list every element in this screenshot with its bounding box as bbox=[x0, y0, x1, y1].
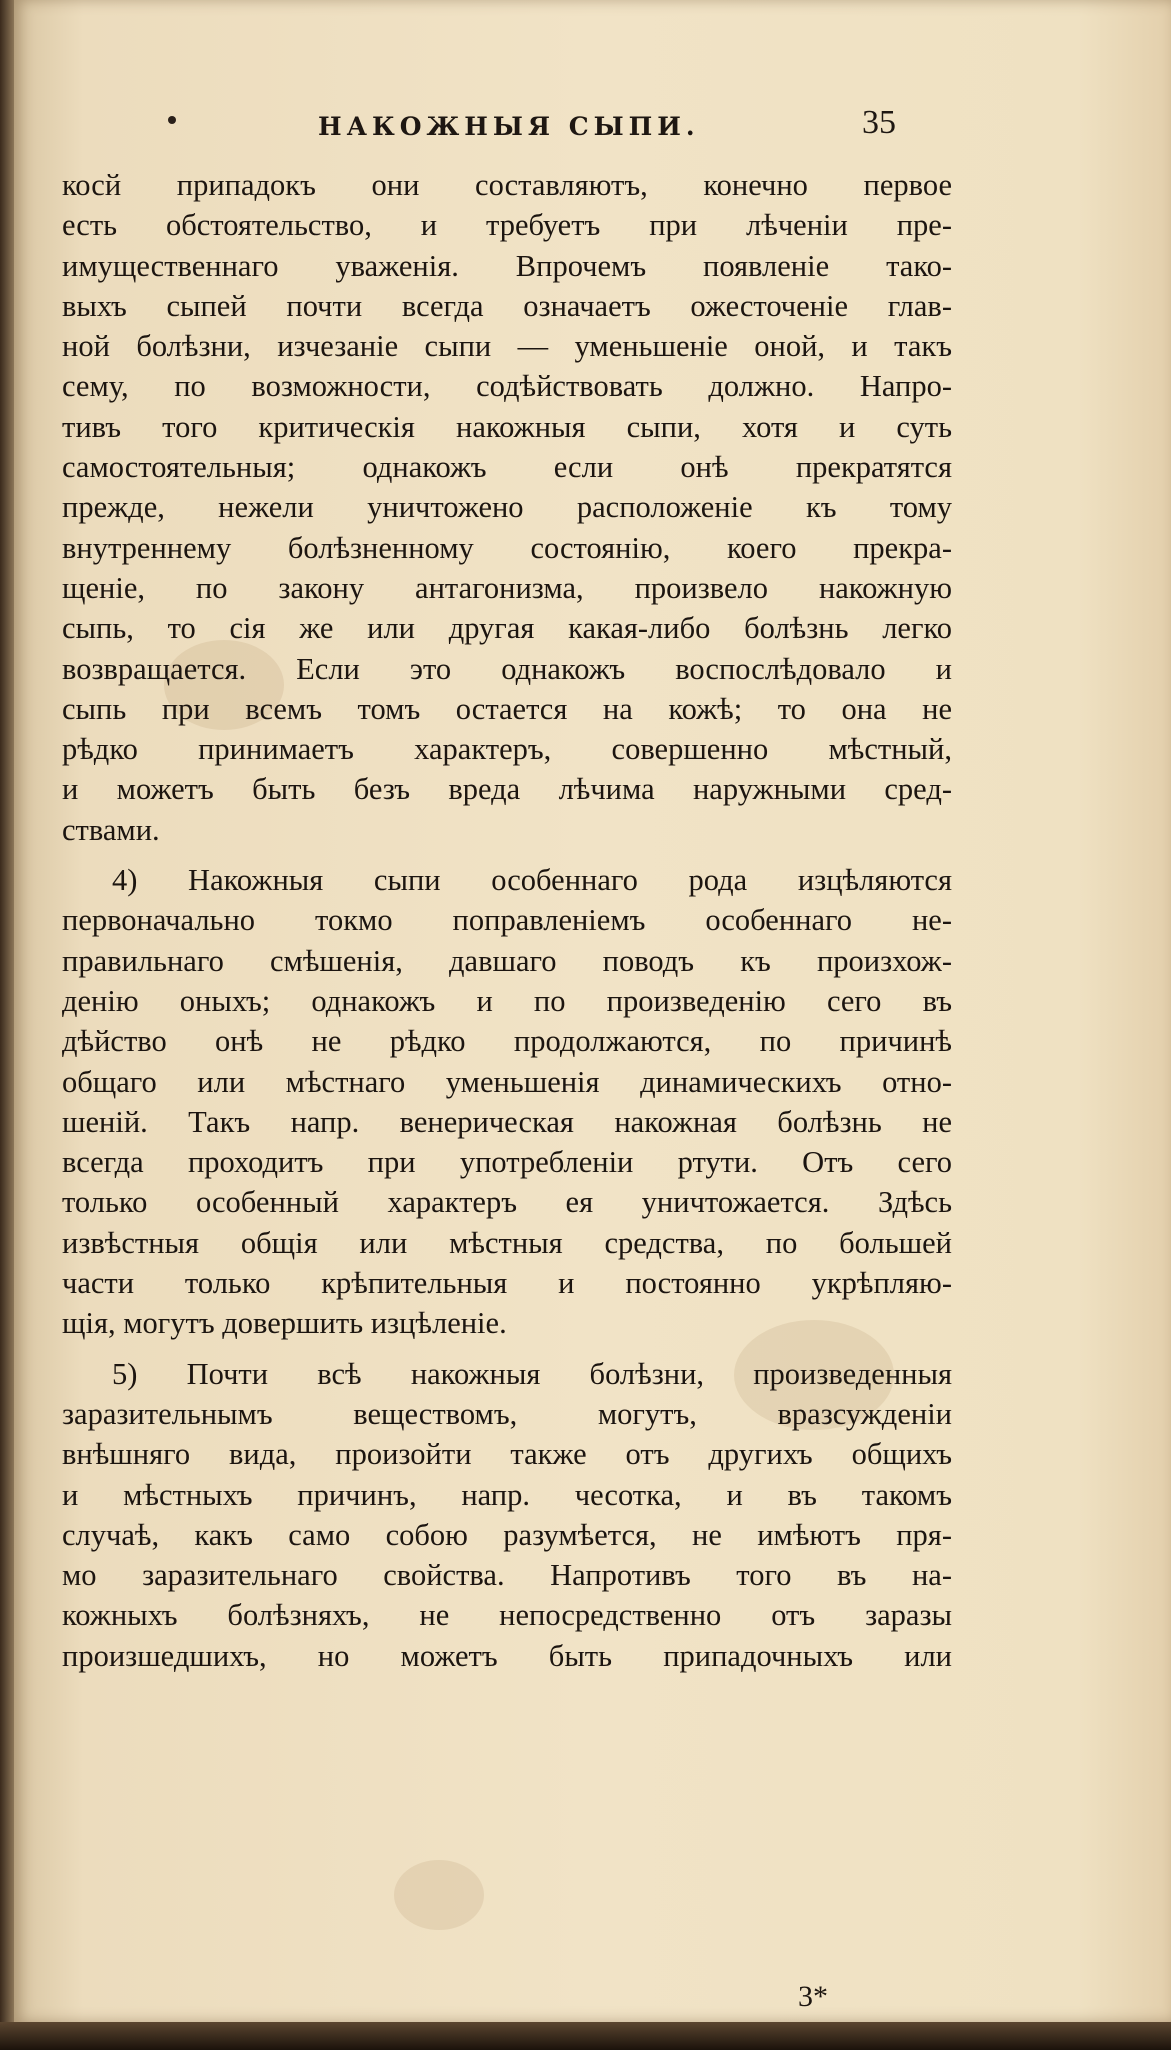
text-line: заразительнымъ веществомъ, могутъ, вразсужденіи bbox=[62, 1396, 952, 1431]
text-line: возвращается. Если это однакожъ воспослѣдовало и bbox=[62, 651, 952, 686]
text-line: части только крѣпительныя и постоянно укрѣпляю- bbox=[62, 1266, 952, 1301]
text-line: произшедшихъ, но можетъ быть припадочныхъ или bbox=[62, 1638, 952, 1673]
text-line: правильнаго смѣшенія, давшаго поводъ къ произхож- bbox=[62, 943, 952, 978]
text-line: и можетъ быть безъ вреда лѣчима наружными сред- bbox=[62, 772, 952, 807]
text-line: шеній. Такъ напр. венерическая накожная болѣзнь не bbox=[62, 1104, 952, 1139]
paragraph-start-4: 4) Накожныя сыпи особеннаго рода изцѣляются bbox=[112, 863, 952, 898]
text-line: сыпь при всемъ томъ остается на кожѣ; то она не bbox=[62, 691, 952, 726]
text-line: извѣстныя общія или мѣстныя средства, по большей bbox=[62, 1225, 952, 1260]
book-gutter bbox=[0, 0, 14, 2050]
page-number: 35 bbox=[862, 104, 896, 141]
text-line: щеніе, по закону антагонизма, произвело накожную bbox=[62, 570, 952, 605]
text-line: мо заразительнаго свойства. Напротивъ того въ на- bbox=[62, 1558, 952, 1593]
text-line: денію оныхъ; однакожъ и по произведенію сего въ bbox=[62, 983, 952, 1018]
text-line: общаго или мѣстнаго уменьшенія динамическихъ отно- bbox=[62, 1064, 952, 1099]
body-text bbox=[62, 165, 952, 1676]
text-line: рѣдко принимаетъ характеръ, совершенно мѣстный, bbox=[62, 732, 952, 767]
text-line: сыпь, то сія же или другая какая-либо болѣзнь легко bbox=[62, 611, 952, 646]
text-line: тивъ того критическія накожныя сыпи, хотя и суть bbox=[62, 409, 952, 444]
text-line: косй припадокъ они составляютъ, конечно первое bbox=[62, 168, 952, 202]
text-line: случаѣ, какъ само собою разумѣется, не имѣютъ пря- bbox=[62, 1517, 952, 1552]
text-line: первоначально токмо поправленіемъ особеннаго не- bbox=[62, 903, 952, 938]
text-line: есть обстоятельство, и требуетъ при лѣченіи пре- bbox=[62, 208, 952, 243]
text-line: и мѣстныхъ причинъ, напр. чесотка, и въ такомъ bbox=[62, 1477, 952, 1512]
text-line: кожныхъ болѣзняхъ, не непосредственно отъ заразы bbox=[62, 1598, 952, 1633]
running-title: НАКОЖНЫЯ СЫПИ. bbox=[318, 112, 700, 141]
ornament-dot bbox=[168, 116, 176, 124]
text-line: сему, по возможности, содѣйствовать должно. Напро- bbox=[62, 369, 952, 404]
text-line: имущественнаго уваженія. Впрочемъ появленіе тако- bbox=[62, 248, 952, 283]
text-line: прежде, нежели уничтожено расположеніе къ тому bbox=[62, 490, 952, 525]
text-line: внѣшняго вида, произойти также отъ другихъ общихъ bbox=[62, 1437, 952, 1472]
paragraph-start-5: 5) Почти всѣ накожныя болѣзни, произведенныя bbox=[112, 1356, 952, 1391]
text-line: самостоятельныя; однакожъ если онѣ прекратятся bbox=[62, 450, 952, 485]
text-line: всегда проходитъ при употребленіи ртути. Отъ сего bbox=[62, 1145, 952, 1180]
text-line: ствами. bbox=[62, 812, 160, 847]
text-line: дѣйство онѣ не рѣдко продолжаются, по причинѣ bbox=[62, 1024, 952, 1059]
text-line: щія, могутъ довершить изцѣленіе. bbox=[62, 1306, 507, 1341]
printer-signature: 3* bbox=[798, 1980, 828, 2013]
text-line: внутреннему болѣзненному состоянію, коего прекра- bbox=[62, 530, 952, 565]
text-line: ной болѣзни, изчезаніе сыпи — уменьшеніе оной, и такъ bbox=[62, 329, 952, 364]
text-line: выхъ сыпей почти всегда означаетъ ожесточеніе глав- bbox=[62, 288, 952, 323]
text-line: только особенный характеръ ея уничтожается. Здѣсь bbox=[62, 1185, 952, 1220]
book-bottom-edge bbox=[0, 2022, 1171, 2050]
